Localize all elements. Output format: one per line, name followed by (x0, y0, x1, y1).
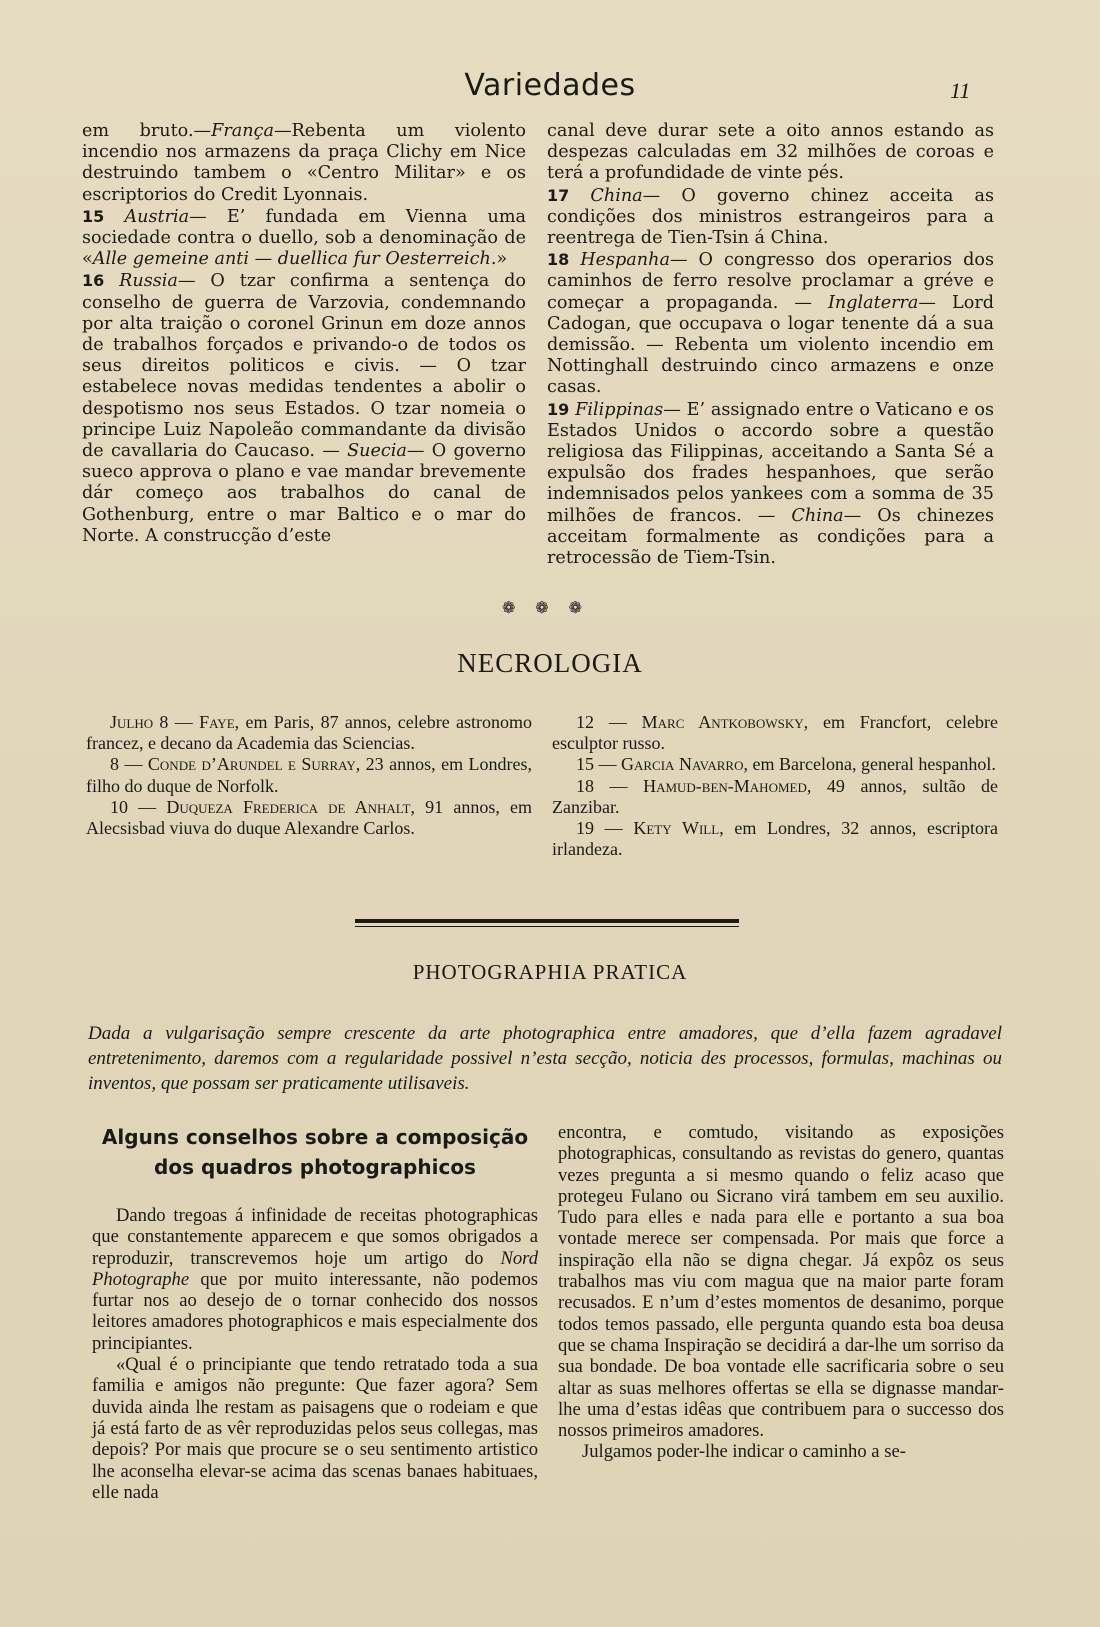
necrologia-heading: NECROLOGIA (457, 648, 643, 678)
obituary-entry: 19 — Kety Will, em Londres, 32 annos, escriptora irlandeza. (552, 818, 998, 860)
paragraph: «Qual é o principiante que tendo retratado toda a sua familia e amigos não pregunte: Que fazer agora? Sem duvida ainda lhe restam as paisagens que o rodeiam e que já está farto de as vêr reproduzidas pelos seus collegas, mas depois? Por mais que procure se o seu sentimento artistico lhe aconselha elevar-se acima das scenas banaes habituaes, elle nada (92, 1354, 538, 1503)
paragraph: encontra, e comtudo, visitando as exposições photographicas, consultando as revistas do genero, quantas vezes pregunta a si mesmo quando o feliz acaso que protegeu Fulano ou Sicrano virá tambem em seu auxilio. Tudo para elles e nada para elle e portanto a sua boa vontade merece ser compensada. Por mais que force a inspiração ella não se digna chegar. Já expôz os seus trabalhos mas viu com magua que na maior parte foram recusados. E n’um d’estes momentos de desanimo, porque todos temos passado, elle pergunta quando esta boa deusa que se chama Inspiração se decidirá a dar-lhe um sorriso da sua bondade. De boa vontade elle sacrificaria sobre o seu altar as suas melhores offertas se ella se dignasse mandar-lhe uma d’estas idêas que contribuem para o successo dos nossos primeiros amadores. (558, 1122, 1004, 1442)
article-column-right (558, 1122, 1004, 1463)
publication-name: Nord Photographe (92, 1247, 538, 1290)
necrologia-column-left (86, 712, 532, 839)
person-name: Kety Will (633, 818, 720, 839)
country-name: Inglaterra (827, 292, 919, 313)
paragraph: 17 China— O governo chinez acceita as condições dos ministros estrangeiros para a reentrega de Tien-Tsin á China. (547, 185, 994, 249)
country-name: França (211, 121, 274, 141)
country-name: Suecia (347, 441, 407, 462)
country-name: China (590, 185, 643, 206)
person-name: Duqueza Frederica de Anhalt (166, 796, 411, 817)
article-column-left (92, 1205, 538, 1503)
day-number: 17 (547, 185, 570, 205)
page-title: Variedades (464, 68, 636, 103)
obituary-entry: 12 — Marc Antkobowsky, em Francfort, celebre esculptor russo. (552, 712, 999, 754)
necrologia-column-right (552, 712, 998, 860)
page-number: 11 (950, 78, 971, 103)
variedades-column-right (547, 121, 994, 569)
person-name: Marc Antkobowsky (641, 712, 804, 732)
paragraph: 15 Austria— E’ fundada em Vienna uma sociedade contra o duello, sob a denominação de «Alle gemeine anti — duellica fur Oesterreich.» (82, 206, 527, 270)
person-name: Faye (199, 712, 235, 732)
country-name: Russia (119, 271, 178, 292)
paragraph: 16 Russia— O tzar confirma a sentença do conselho de guerra de Varzovia, condemnando por alta traição o coronel Grinun em doze annos de trabalhos forçados e privando-o de todos os seus direitos politicos e civis. — O tzar estabelece novas medidas tendentes a abolir o despotismo nos seus Estados. O tzar nomeia o principe Luiz Napoleão commandante da divisão de cavallaria do Caucaso. — Suecia— O governo sueco approva o plano e vae mandar brevemente dár começo aos trabalhos do canal de Gothenburg, entre o mar Baltico e o mar do Norte. A construcção d’este (82, 271, 526, 546)
section-divider (355, 919, 739, 923)
article-title: Alguns conselhos sobre a composição dos quadros photographicos (101, 1125, 529, 1179)
obituary-entry: 18 — Hamud-ben-Mahomed, 49 annos, sultão de Zanzibar. (552, 775, 998, 817)
obituary-entry: Julho 8 — Faye, em Paris, 87 annos, celebre astronomo francez, e decano da Academia das Sciencias. (86, 712, 532, 754)
day-number: 15 (82, 206, 105, 226)
obituary-entry: 8 — Conde d’Arundel e Surray, 23 annos, em Londres, filho do duque de Norfolk. (86, 754, 533, 796)
variedades-column-left (82, 121, 526, 547)
person-name: Hamud-ben-Mahomed (643, 775, 807, 796)
section-ornament (502, 598, 582, 618)
day-number: 19 (547, 399, 570, 419)
paragraph: Dando tregoas á infinidade de receitas photographicas que constantemente apparecem e que somos obrigados a reproduzir, transcrevemos hoje um artigo do Nord Photographe que por muito interessante, não podemos furtar nos ao desejo de o tornar conhecido dos nossos leitores amadores photographicos e mais especialmente dos principiantes. (92, 1205, 538, 1354)
country-name: China (791, 505, 844, 526)
paragraph: Julgamos poder-lhe indicar o caminho a se- (582, 1441, 906, 1463)
country-name: Austria (124, 206, 190, 227)
day-number: 16 (82, 271, 105, 291)
person-name: Garcia Navarro (621, 754, 744, 775)
section-divider-thin (355, 926, 739, 927)
flower-ornament-icon: ❁ (502, 598, 516, 617)
paragraph: 19 Filippinas— E’ assignado entre o Vaticano e os Estados Unidos o accordo sobre a questão religiosa das Filippinas, acceitando a Santa Sé a expulsão dos frades hespanhoes, que serão indemnisados pelos yankees com a somma de 35 milhões de francos. — China— Os chinezes acceitam formalmente as condições para a retrocessão de Tiem-Tsin. (547, 399, 995, 569)
paragraph: canal deve durar sete a oito annos estando as despezas calculadas em 32 milhões de coroas e terá a profundidade de vinte pés. (547, 121, 994, 184)
photographia-heading: PHOTOGRAPHIA PRATICA (412, 960, 688, 984)
flower-ornament-icon: ❁ (568, 598, 582, 617)
day-number: 18 (547, 250, 570, 270)
country-name: Hespanha (580, 250, 670, 271)
paragraph: em bruto.—França—Rebenta um violento incendio nos armazens da praça Clichy em Nice destruindo tambem o «Centro Militar» e os escriptorios do Credit Lyonnais. (82, 121, 526, 205)
country-name: Filippinas (575, 399, 664, 420)
obituary-entry: 15 — Garcia Navarro, em Barcelona, general hespanhol. (576, 754, 996, 775)
flower-ornament-icon: ❁ (535, 598, 549, 617)
photographia-intro: Dada a vulgarisação sempre crescente da arte photographica entre amadores, que d’ella fazem agradavel entretenimento, daremos com a regularidade possivel n’esta secção, noticia des processos, formulas, machinas ou inventos, que possam ser praticamente utilisaveis. (88, 1023, 1002, 1094)
obituary-entry: 10 — Duqueza Frederica de Anhalt, 91 annos, em Alecsisbad viuva do duque Alexandre Carlos. (86, 796, 532, 839)
person-name: Conde d’Arundel e Surray (147, 754, 356, 775)
paragraph: 18 Hespanha— O congresso dos operarios dos caminhos de ferro resolve proclamar a gréve e começar a propaganda. — Inglaterra— Lord Cadogan, que occupava o logar tenente dá a sua demissão. — Rebenta um violento incendio em Nottinghall destruindo cinco armazens e onze casas. (547, 250, 995, 398)
